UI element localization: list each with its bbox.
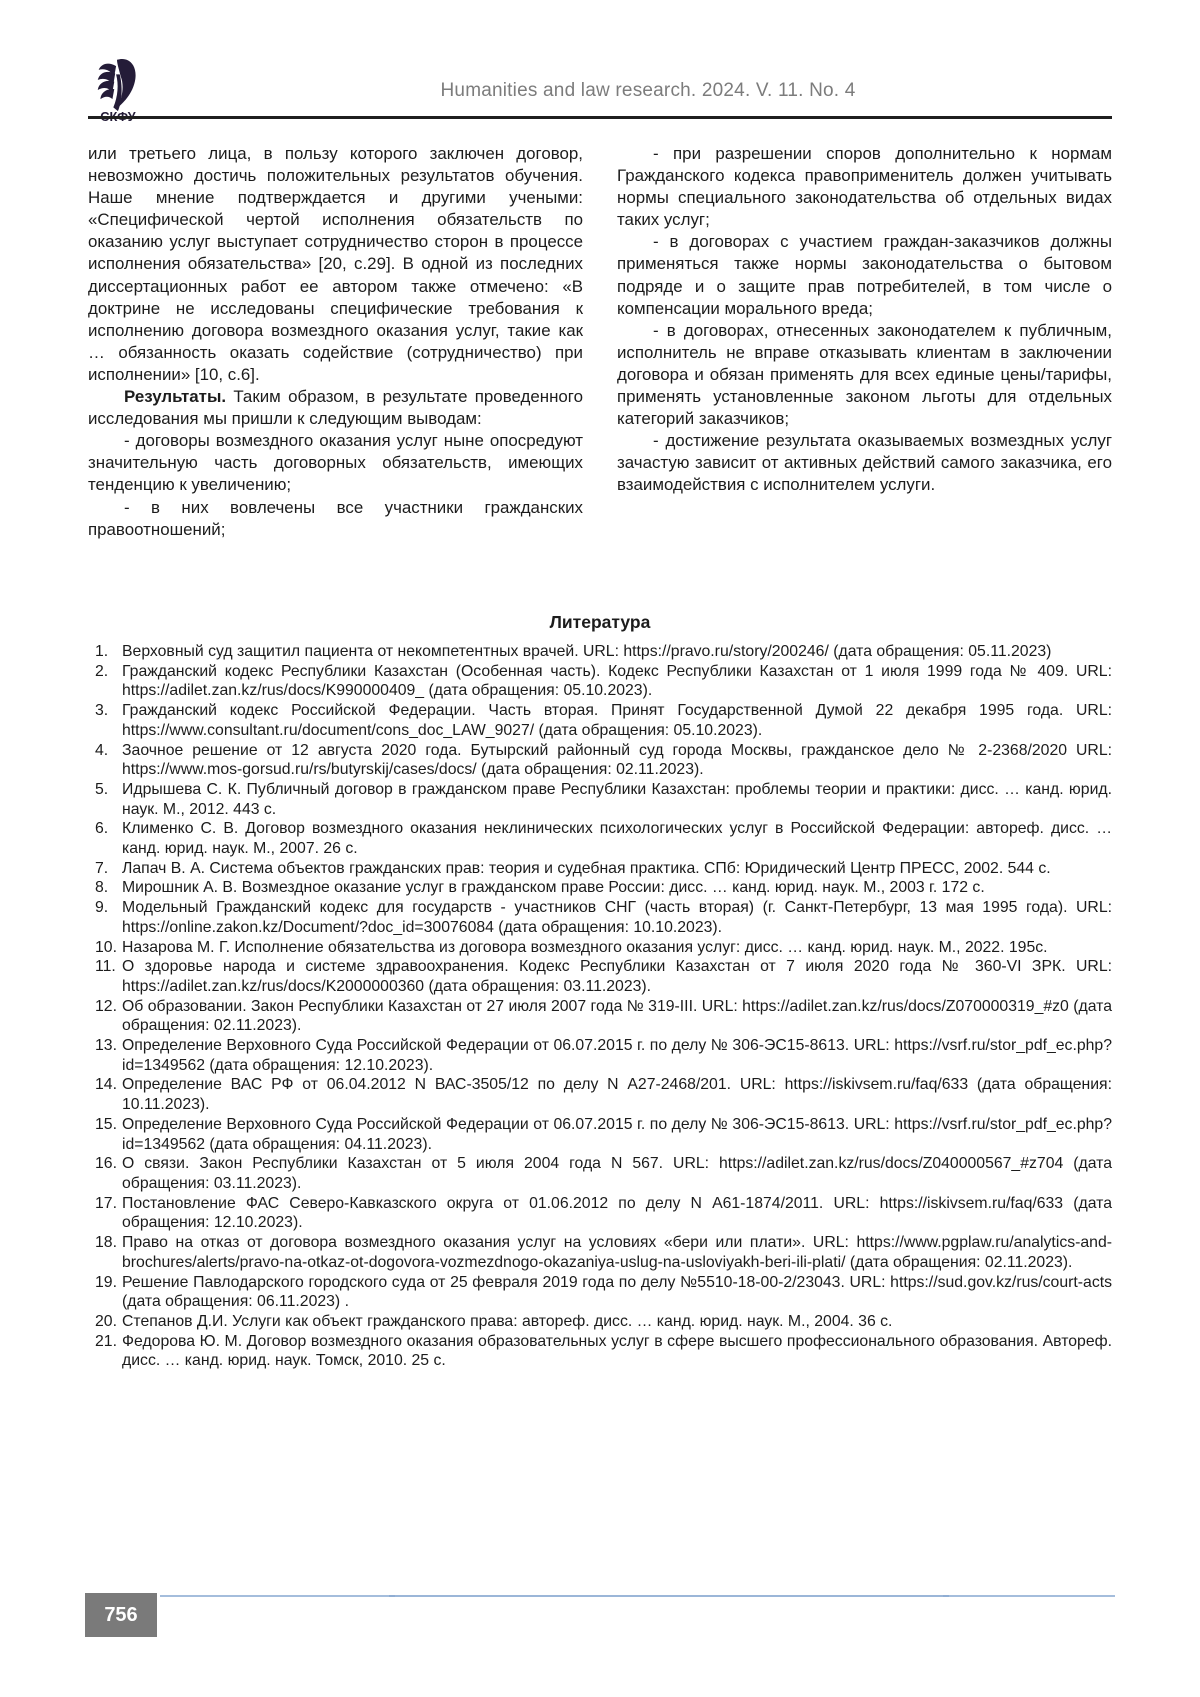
reference-text: О здоровье народа и системе здравоохранения. Кодекс Республики Казахстан от 7 июля 2020 года № 360-VI ЗРК. URL: https://adilet.zan.kz/rus/docs/K2000000360 (дата обращения: 03.11.2023). [122,958,1112,995]
reference-text: Верховный суд защитил пациента от некомпетентных врачей. URL: https://pravo.ru/story/200246/ (дата обращения: 05.11.2023) [122,643,1052,660]
reference-item [88,780,1112,819]
reference-item [88,957,1112,996]
reference-number: 20. [95,1312,117,1330]
paragraph: - при разрешении споров дополнительно к нормам Гражданского кодекса правоприменитель должен учитывать нормы специального законодательства об отдельных видах таких услуг; [617,144,1112,230]
reference-item [88,701,1112,740]
reference-text: Решение Павлодарского городского суда от 25 февраля 2019 года по делу №5510-18-00-2/23043. URL: https://sud.gov.kz/rus/court-acts (дата обращения: 06.11.2023) . [122,1273,1112,1311]
paragraph: - в договорах, отнесенных законодателем к публичным, исполнитель не вправе отказывать клиентам в заключении договора и обязан применять для всех единые цены/тарифы, применять установленные законом льготы для отдельных категорий заказчиков; [617,320,1112,429]
reference-text: Назарова М. Г. Исполнение обязательства из договора возмездного оказания услуг: дисс. … канд. юрид. наук. М., 2022. 195с. [122,938,1048,956]
reference-item [88,1273,1112,1312]
journal-title: Humanities and law research. 2024. V. 11. No. 4 [440,80,856,101]
reference-text: Право на отказ от договора возмездного оказания услуг на условиях «бери или плати». URL: https://www.pgplaw.ru/analytics-and-brochures/alerts/pravo-na-otkaz-ot-dogovora-vozmezdnogo-okazaniya-uslug-na-usloviyakh-beri-ili-plati/ (дата обращения: 02.11.2023). [122,1234,1112,1271]
reference-item [88,642,1112,662]
reference-item [88,1154,1112,1193]
reference-item [88,938,1112,958]
reference-text: Мирошник А. В. Возмездное оказание услуг в гражданском праве России: дисс. … канд. юрид. наук. М., 2003 г. 172 с. [122,879,985,897]
reference-item [88,1036,1112,1075]
reference-text: Заочное решение от 12 августа 2020 года. Бутырский районный суд города Москвы, гражданское дело № 2-2368/2020 URL: https://www.mos-gorsud.ru/rs/butyrskij/cases/docs/ (дата обращения: 02.11.2023). [122,741,1112,779]
reference-item [88,662,1112,701]
reference-number: 15. [95,1115,117,1133]
reference-number: 13. [95,1037,117,1055]
reference-number: 9. [95,899,109,917]
column-right [617,143,1112,541]
reference-number: 8. [95,879,109,897]
reference-text: Лапач В. А. Система объектов гражданских прав: теория и судебная практика. СПб: Юридический Центр ПРЕСС, 2002. 544 с. [122,859,1051,877]
reference-text: Федорова Ю. М. Договор возмездного оказания образовательных услуг в сфере высшего профессионального образования. Автореф. дисс. … канд. юрид. наук. Томск, 2010. 25 с. [122,1332,1112,1370]
reference-item [88,741,1112,780]
reference-text: Определение Верховного Суда Российской Федерации от 06.07.2015 г. по делу № 306-ЭС15-8613. URL: https://vsrf.ru/stor_pdf_ec.php?id=1349562 (дата обращения: 04.11.2023). [122,1115,1112,1153]
reference-number: 14. [95,1076,117,1094]
reference-text: Определение Верховного Суда Российской Федерации от 06.07.2015 г. по делу № 306-ЭС15-8613. URL: https://vsrf.ru/stor_pdf_ec.php?id=1349562 (дата обращения: 12.10.2023). [122,1037,1112,1074]
reference-item [88,1115,1112,1154]
reference-number: 3. [95,702,109,720]
reference-item [88,1332,1112,1371]
paragraph: - в них вовлечены все участники гражданских правоотношений; [88,497,583,539]
footer-rule [160,1595,1115,1597]
reference-text: Определение ВАС РФ от 06.04.2012 N ВАС-3505/12 по делу N А27-2468/201. URL: https://iskivsem.ru/faq/633 (дата обращения: 10.11.2023). [122,1076,1112,1114]
paragraph-lead: Результаты. [124,387,234,407]
reference-number: 2. [95,662,109,680]
reference-item [88,898,1112,937]
reference-text: Об образовании. Закон Республики Казахстан от 27 июля 2007 года № 319-III. URL: https://adilet.zan.kz/rus/docs/Z070000319_#z0 (дата обращения: 02.11.2023). [122,997,1112,1035]
paragraph: - в договорах с участием граждан-заказчиков должны применяться также нормы законодательства о бытовом подряде и о защите прав потребителей, в том числе о компенсации морального вреда; [617,232,1112,318]
reference-number: 21. [95,1332,117,1350]
reference-number: 10. [95,938,117,956]
reference-item [88,1194,1112,1233]
reference-item [88,859,1112,879]
literature-section [88,612,1112,1371]
reference-text: Гражданский кодекс Российской Федерации. Часть вторая. Принят Государственной Думой 22 декабря 1995 года. URL: https://www.consultant.ru/document/cons_doc_LAW_9027/ (дата обращения: 05.10.2023). [122,702,1112,739]
reference-item [88,819,1112,858]
reference-number: 1. [95,643,109,660]
reference-text: Степанов Д.И. Услуги как объект гражданского права: автореф. дисс. … канд. юрид. наук. М., 2004. 36 с. [122,1312,893,1330]
reference-number: 17. [95,1194,117,1212]
page-number: 756 [104,1603,138,1626]
reference-number: 12. [95,997,117,1015]
article-body [88,143,1112,541]
paragraph: Результаты. Таким образом, в результате проведенного исследования мы пришли к следующим выводам: [88,387,583,429]
reference-number: 7. [95,859,109,877]
reference-text: Модельный Гражданский кодекс для государств - участников СНГ (часть вторая) (г. Санкт-Петербург, 13 мая 1995 года). URL: https://online.zakon.kz/Document/?doc_id=30076084 (дата обращения: 10.10.2023). [122,899,1112,936]
header-rule [88,116,1112,119]
reference-number: 18. [95,1234,117,1252]
reference-number: 11. [95,958,116,976]
column-left [88,143,583,541]
page-number-badge [85,1593,157,1637]
reference-item [88,1233,1112,1272]
reference-item [88,1075,1112,1114]
reference-text: О связи. Закон Республики Казахстан от 5 июля 2004 года N 567. URL: https://adilet.zan.kz/rus/docs/Z040000567_#z704 (дата обращения: 03.11.2023). [122,1155,1112,1192]
paragraph: или третьего лица, в пользу которого заключен договор, невозможно достичь положительных результатов обучения. Наше мнение подтверждается и другими учеными: «Специфической чертой исполнения обязательств по оказанию услуг выступает сотрудничество сторон в процессе исполнения обязательства» [20, с.29]. В одной из последних диссертационных работ ее автором также отмечено: «В доктрине не исследованы специфические требования к исполнению договора возмездного оказания услуг, такие как … обязанность оказать содействие (сотрудничество) при исполнении» [10, с.6]. [88,144,583,384]
reference-number: 5. [95,780,109,798]
reference-item [88,1312,1112,1332]
reference-text: Клименко С. В. Договор возмездного оказания неклинических психологических услуг в Российской Федерации: автореф. дисс. … канд. юрид. наук. М., 2007. 26 с. [122,820,1112,858]
reference-text: Идрышева С. К. Публичный договор в гражданском праве Республики Казахстан: проблемы теории и практики: дисс. … канд. юрид. наук. М., 2012. 443 с. [122,780,1112,818]
literature-heading: Литература [549,612,651,632]
reference-number: 16. [95,1155,117,1173]
reference-number: 6. [95,820,109,838]
reference-item [88,997,1112,1036]
paragraph: - достижение результата оказываемых возмездных услуг зачастую зависит от активных действий самого заказчика, его взаимодействия с исполнителем услуги. [617,431,1112,495]
reference-text: Постановление ФАС Северо-Кавказского округа от 01.06.2012 по делу N А61-1874/2011. URL: https://iskivsem.ru/faq/633 (дата обращения: 12.10.2023). [122,1194,1112,1232]
reference-item [88,878,1112,898]
reference-number: 4. [95,741,109,759]
reference-text: Гражданский кодекс Республики Казахстан (Особенная часть). Кодекс Республики Казахстан от 1 июля 1999 года № 409. URL: https://adilet.zan.kz/rus/docs/K990000409_ (дата обращения: 05.10.2023). [122,662,1112,700]
reference-list [88,642,1112,1371]
paragraph: - договоры возмездного оказания услуг ныне опосредуют значительную часть договорных обязательств, имеющих тенденцию к увеличению; [88,431,583,495]
reference-number: 19. [95,1273,117,1291]
